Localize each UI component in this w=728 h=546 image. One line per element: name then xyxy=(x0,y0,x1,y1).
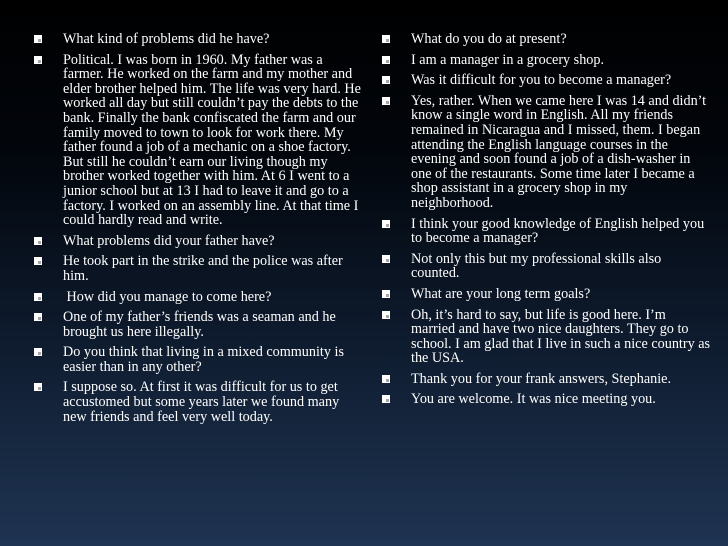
item-text: Not only this but my professional skills also counted. xyxy=(411,250,662,282)
square-bullet-icon xyxy=(34,35,42,43)
square-bullet-icon xyxy=(382,97,390,105)
square-bullet-icon xyxy=(382,56,390,64)
item-text: Do you think that living in a mixed community is easier than in any other? xyxy=(63,344,344,375)
item-text: He took part in the strike and the police was after him. xyxy=(63,253,343,284)
list-item xyxy=(34,310,364,339)
square-bullet-icon xyxy=(382,395,390,403)
item-text: What kind of problems did he have? xyxy=(63,31,270,47)
list-item xyxy=(34,254,364,283)
list-item xyxy=(382,392,712,407)
item-text: I think your good knowledge of English helped you to become a manager? xyxy=(411,215,705,247)
square-bullet-icon xyxy=(34,348,42,356)
square-bullet-icon xyxy=(382,76,390,84)
right-column xyxy=(382,32,712,413)
item-text: Was it difficult for you to become a manager? xyxy=(411,72,672,89)
item-text: Yes, rather. When we came here I was 14 and didn’t know a single word in English. All my friends remained in Nicaragua and I missed, them. I began attending the English language courses in the evening and soon found a job of a dish-washer in one of the restaurants. Some time later I became a shop assistant in a grocery shop in my neighborhood. xyxy=(411,92,707,211)
item-text: Political. I was born in 1960. My father was a farmer. He worked on the farm and my mother and elder brother helped him. The life was very hard. He worked all day but still couldn’t pay the debts to the bank. Finally the bank confiscated the farm and our family moved to town to look for work there. My father found a job of a mechanic on a shoe factory. But still he couldn’t earn our living though my brother worked together with him. At 6 I went to a junior school but at 13 I had to leave it and go to a factory. I worked on an assembly line. At that time I could hardly read and write. xyxy=(63,51,361,229)
list-item xyxy=(382,372,712,387)
list-item xyxy=(382,32,712,47)
item-text: How did you manage to come here? xyxy=(63,288,272,305)
list-item xyxy=(382,308,712,366)
item-text: Thank you for your frank answers, Stephanie. xyxy=(411,370,672,387)
square-bullet-icon xyxy=(34,237,42,245)
list-item xyxy=(34,234,364,249)
list-item xyxy=(34,32,364,47)
square-bullet-icon xyxy=(382,290,390,298)
square-bullet-icon xyxy=(382,375,390,383)
item-text: What are your long term goals? xyxy=(411,285,591,302)
list-item xyxy=(34,345,364,374)
list-item xyxy=(382,53,712,68)
left-column xyxy=(34,32,364,430)
item-text: I am a manager in a grocery shop. xyxy=(411,51,605,68)
square-bullet-icon xyxy=(34,383,42,391)
square-bullet-icon xyxy=(382,311,390,319)
square-bullet-icon xyxy=(382,220,390,228)
square-bullet-icon xyxy=(382,35,390,43)
item-text: Oh, it’s hard to say, but life is good here. I’m married and have two nice daughters. They go to school. I am glad that I live in such a nice country as the USA. xyxy=(411,306,711,367)
list-item xyxy=(34,53,364,228)
list-item xyxy=(382,73,712,88)
list-item xyxy=(382,94,712,211)
item-text: What do you do at present? xyxy=(411,31,567,47)
list-item xyxy=(382,287,712,302)
list-item xyxy=(382,252,712,281)
square-bullet-icon xyxy=(382,255,390,263)
item-text: I suppose so. At first it was difficult for us to get accustomed but some years later we found many new friends and feel very well today. xyxy=(63,379,340,425)
item-text: You are welcome. It was nice meeting you. xyxy=(411,391,656,408)
square-bullet-icon xyxy=(34,313,42,321)
item-text: One of my father’s friends was a seaman and he brought us here illegally. xyxy=(63,309,336,340)
square-bullet-icon xyxy=(34,293,42,301)
list-item xyxy=(34,290,364,305)
list-item xyxy=(34,380,364,424)
item-text: What problems did your father have? xyxy=(63,232,275,249)
square-bullet-icon xyxy=(34,56,42,64)
list-item xyxy=(382,217,712,246)
square-bullet-icon xyxy=(34,257,42,265)
